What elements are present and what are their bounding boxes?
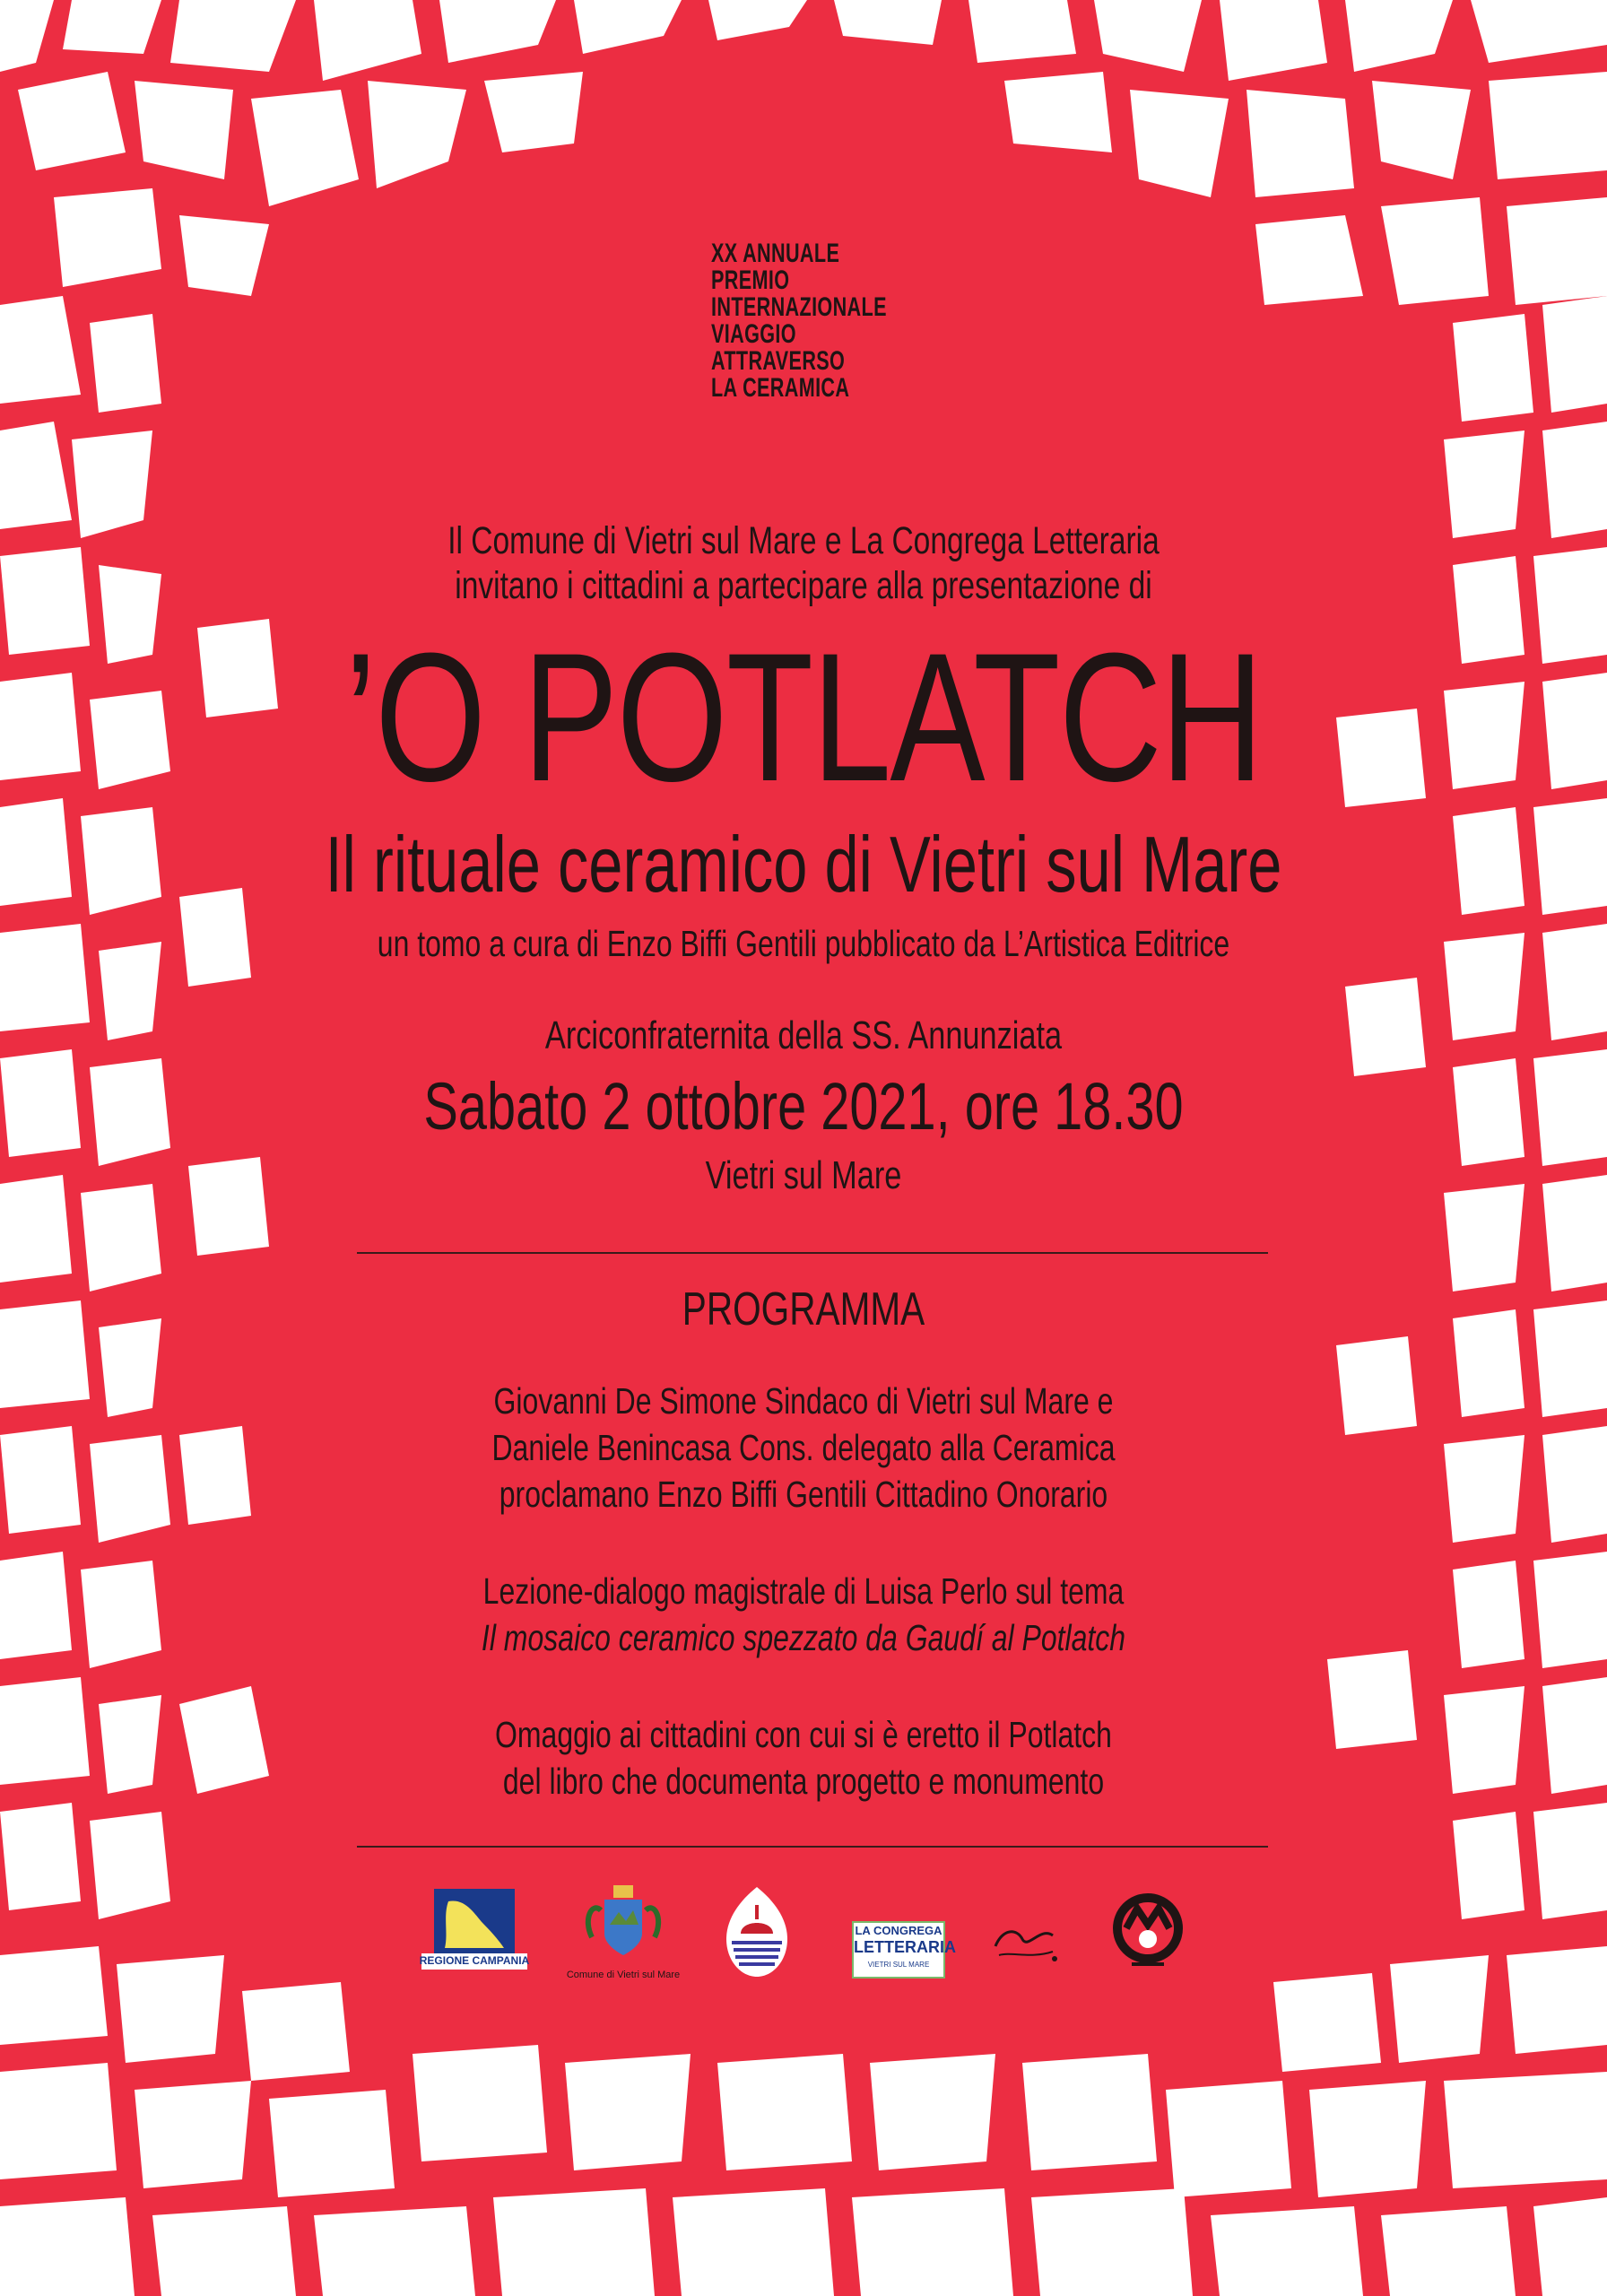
programme-line: del libro che documenta progetto e monumento: [502, 1761, 1105, 1802]
regione-campania-logo: [419, 1889, 530, 1970]
congrega-top-label: LA CONGREGA: [855, 1924, 942, 1937]
edition-header: [711, 240, 887, 402]
ceramica-vietrese-logo: [990, 1919, 1062, 1964]
event-date: [0, 1069, 1607, 1144]
programme-line: Giovanni De Simone Sindaco di Vietri sul Mare e: [493, 1380, 1114, 1422]
comune-vietri-logo: [566, 1883, 681, 1982]
arciconfraternita-logo: [723, 1883, 791, 1980]
programme-item-1: [0, 1378, 1607, 1518]
programme-heading-text: PROGRAMMA: [682, 1283, 925, 1335]
congrega-main-label: LETTERARIA: [854, 1938, 956, 1956]
edition-line: VIAGGIO: [711, 319, 796, 349]
programme-line: Omaggio ai cittadini con cui si è eretto il Potlatch: [495, 1714, 1112, 1755]
event-title: [0, 615, 1607, 820]
edition-line: XX ANNUALE: [711, 239, 840, 268]
divider-bottom: [357, 1846, 1268, 1848]
edition-line: PREMIO: [711, 265, 790, 295]
edition-line: ATTRAVERSO: [711, 346, 846, 376]
edition-line: LA CERAMICA: [711, 373, 850, 403]
intro-line-1: Il Comune di Vietri sul Mare e La Congrega Letteraria: [447, 519, 1160, 562]
programme-item-3: [0, 1711, 1607, 1805]
comune-crest-icon: [574, 1883, 673, 1966]
programme-line: proclamano Enzo Biffi Gentili Cittadino Onorario: [499, 1474, 1108, 1515]
book-credit: [0, 922, 1607, 965]
venue: [0, 1013, 1607, 1058]
event-subtitle-text: Il rituale ceramico di Vietri sul Mare: [325, 820, 1282, 909]
event-subtitle: [0, 822, 1607, 908]
intro-line-2: invitano i cittadini a partecipare alla presentazione di: [455, 564, 1152, 607]
museum-logo: [1107, 1892, 1189, 1975]
lecture-title: Il mosaico ceramico spezzato da Gaudí al Potlatch: [481, 1617, 1126, 1658]
museum-emblem-icon: [1107, 1892, 1189, 1975]
comune-vietri-label: Comune di Vietri sul Mare: [566, 1970, 681, 1980]
book-credit-text: un tomo a cura di Enzo Biffi Gentili pubblicato da L’Artistica Editrice: [377, 923, 1230, 964]
event-place-text: Vietri sul Mare: [705, 1153, 902, 1197]
intro-text: [0, 518, 1607, 608]
programme-heading: [0, 1283, 1607, 1336]
divider-top: [357, 1252, 1268, 1254]
event-title-text: ’O POTLATCH: [344, 615, 1263, 820]
venue-text: Arciconfraternita della SS. Annunziata: [544, 1013, 1063, 1057]
ceramica-script-icon: [990, 1919, 1062, 1964]
programme-line: Lezione-dialogo magistrale di Luisa Perlo sul tema: [482, 1570, 1125, 1612]
edition-line: INTERNAZIONALE: [711, 292, 887, 322]
programme-line: Daniele Benincasa Cons. delegato alla Ceramica: [491, 1427, 1116, 1468]
dome-emblem-icon: [723, 1883, 791, 1980]
regione-campania-label: REGIONE CAMPANIA: [419, 1954, 530, 1967]
programme-item-2: [0, 1568, 1607, 1661]
event-place: [0, 1153, 1607, 1198]
congrega-letteraria-logo: [852, 1921, 956, 1979]
sponsor-logos: [0, 1883, 1607, 2000]
event-date-text: Sabato 2 ottobre 2021, ore 18.30: [423, 1069, 1184, 1144]
congrega-sub-label: VIETRI SUL MARE: [867, 1961, 930, 1969]
